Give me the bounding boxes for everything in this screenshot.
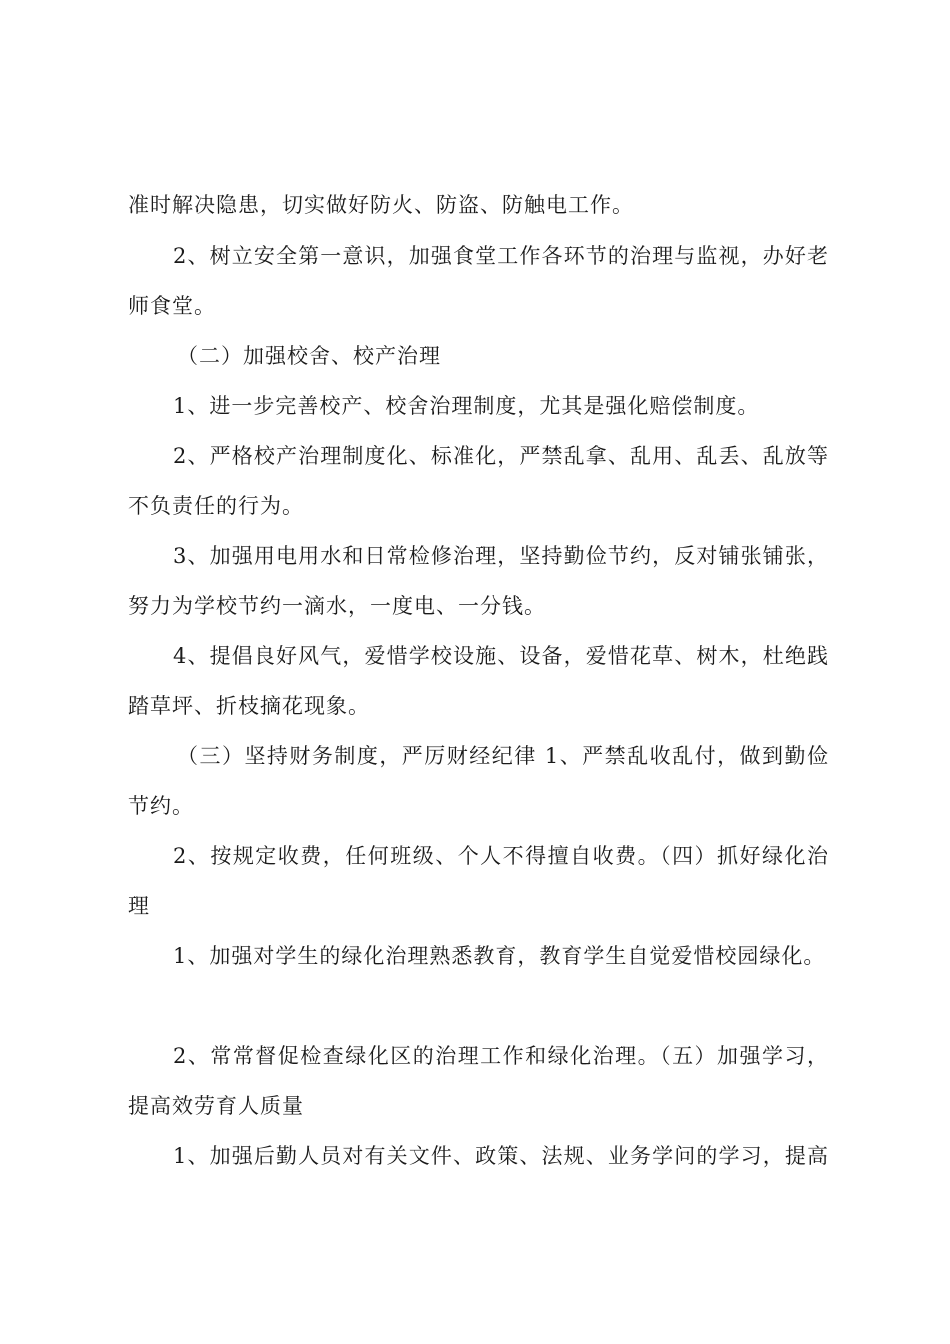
- paragraph-2-line-1: 2、树立安全第一意识，加强食堂工作各环节的治理与监视，办好老: [173, 244, 829, 268]
- paragraph-12-line-1: 1、加强后勤人员对有关文件、政策、法规、业务学问的学习，提高: [173, 1144, 829, 1168]
- paragraph-6-line-1: 3、加强用电用水和日常检修治理，坚持勤俭节约，反对铺张铺张，: [173, 544, 829, 568]
- paragraph-5-line-2: 不负责任的行为。: [128, 494, 304, 518]
- paragraph-8-line-2: 节约。: [128, 794, 194, 818]
- paragraph-10-line-1: 1、加强对学生的绿化治理熟悉教育，教育学生自觉爱惜校园绿化。: [173, 944, 826, 968]
- paragraph-4-line-1: 1、进一步完善校产、校舍治理制度，尤其是强化赔偿制度。: [173, 394, 760, 418]
- paragraph-11-line-2: 提高效劳育人质量: [128, 1094, 304, 1118]
- paragraph-5-line-1: 2、严格校产治理制度化、标准化，严禁乱拿、乱用、乱丢、乱放等: [173, 444, 829, 468]
- paragraph-6-line-2: 努力为学校节约一滴水，一度电、一分钱。: [128, 594, 546, 618]
- section-heading-3: （三）坚持财务制度，严厉财经纪律 1、严禁乱收乱付，做到勤俭: [177, 744, 829, 768]
- paragraph-1-line-1: 准时解决隐患，切实做好防火、防盗、防触电工作。: [128, 193, 634, 217]
- paragraph-9-line-1: 2、按规定收费，任何班级、个人不得擅自收费。（四）抓好绿化治: [173, 844, 829, 868]
- paragraph-11-line-1: 2、常常督促检查绿化区的治理工作和绿化治理。（五）加强学习，: [173, 1044, 829, 1068]
- section-heading-2: （二）加强校舍、校产治理: [177, 344, 441, 368]
- paragraph-2-line-2: 师食堂。: [128, 294, 216, 318]
- paragraph-7-line-1: 4、提倡良好风气，爱惜学校设施、设备，爱惜花草、树木，杜绝践: [173, 644, 829, 668]
- paragraph-9-line-2: 理: [128, 894, 150, 918]
- paragraph-7-line-2: 踏草坪、折枝摘花现象。: [128, 694, 370, 718]
